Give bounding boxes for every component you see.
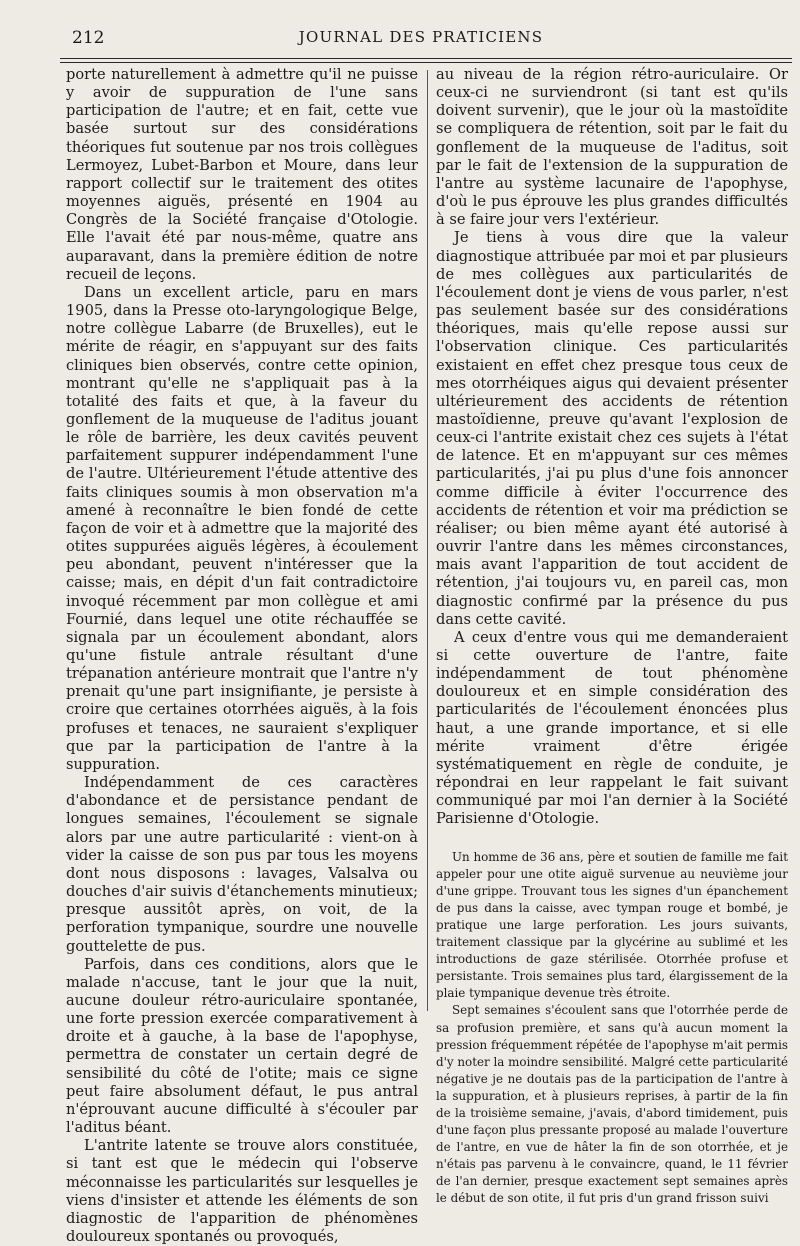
page-header [60,24,782,52]
case-paragraph: Un homme de 36 ans, père et soutien de famille me fait appeler pour une otite aiguë survenue au neuvième jour d'une grippe. Trouvant tous les signes d'un épanchement de pus dans la caisse, avec tympan rouge et bombé, je pratique une large perforation. Les jours suivants, traitement classique par la glycérine au sublimé et les introductions de gaze stérilisée. Otorrhée profuse et persistante. Trois semaines plus tard, élargissement de la plaie tympanique devenue très étroite. [436,849,788,1001]
paragraph: A ceux d'entre vous qui me demanderaient si cette ouverture de l'antre, faite indépendamment de tout phénomène douloureux et en simple considération des particularités de l'écoulement énoncées plus haut, a une grande importance, et si elle mérite vraiment d'être érigée systématiquement en règle de conduite, je répondrai en leur rappelant le fait suivant communiqué par moi l'an dernier à la Société Parisienne d'Otologie. [436,628,788,828]
left-column [66,66,418,1246]
paragraph: porte naturellement à admettre qu'il ne puisse y avoir de suppuration de l'une sans participation de l'autre; et en fait, cette vue basée surtout sur des considérations théoriques fut soutenue par nos trois collègues Lermoyez, Lubet-Barbon et Moure, dans leur rapport collectif sur le traitement des otites moyennes aiguës, présenté en 1904 au Congrès de la Société française d'Otologie. Elle l'avait été par nous-même, quatre ans auparavant, dans la première édition de notre recueil de leçons. [66,66,418,283]
header-rule-thin [60,62,792,63]
case-paragraph: Sept semaines s'écoulent sans que l'otorrhée perde de sa profusion première, et sans qu'à aucun moment la pression fréquemment répétée de l'apophyse m'ait permis d'y noter la moindre sensibilité. Malgré cette particularité négative je ne doutais pas de la participation de l'antre à la suppuration, et à plusieurs reprises, à partir de la fin de la troisième semaine, j'avais, d'abord timidement, puis d'une façon plus pressante proposé au malade l'ouverture de l'antre, en vue de hâter la fin de son otorrhée, et je n'étais pas parvenu à le convaincre, quand, le 11 février de l'an dernier, presque exactement sept semaines après le début de son otite, il fut pris d'un grand frisson suivi [436,1003,788,1206]
page-number: 212 [72,28,105,48]
right-column [436,66,788,1208]
paragraph: Je tiens à vous dire que la valeur diagnostique attribuée par moi et par plusieurs de mes collègues aux particularités de l'écoulement dont je viens de vous parler, n'est pas seulement basée sur des considérations théoriques, mais qu'elle repose aussi sur l'observation clinique. Ces particularités existaient en effet chez presque tous ceux de mes otorrhéiques aigus qui devaient présenter ultérieurement des accidents de rétention mastoïdienne, preuve qu'avant l'explosion de ceux-ci l'antrite existait chez ces sujets à l'état de latence. Et en m'appuyant sur ces mêmes particularités, j'ai pu plus d'une fois annoncer comme difficile à éviter l'occurrence des accidents de rétention et voir ma prédiction se réaliser; ou bien même ayant été autorisé à ouvrir l'antre dans les mêmes circonstances, mais avant l'apparition de tout accident de rétention, j'ai toujours vu, en pareil cas, mon diagnostic confirmé par la présence du pus dans cette cavité. [436,229,788,628]
paragraph: au niveau de la région rétro-auriculaire. Or ceux-ci ne surviendront (si tant est qu'ils doivent survenir), que le jour où la mastoïdite se compliquera de rétention, soit par le fait du gonflement de la muqueuse de l'aditus, soit par le fait de l'extension de la suppuration de l'antre au système lacunaire de l'apophyse, d'où le pus éprouve les plus grandes difficultés à se faire jour vers l'extérieur. [436,66,788,229]
case-report [436,849,788,1208]
paragraph: Dans un excellent article, paru en mars 1905, dans la Presse oto-laryngologique Belge, notre collègue Labarre (de Bruxelles), eut le mérite de réagir, en s'appuyant sur des faits cliniques bien observés, contre cette opinion, montrant qu'elle ne s'appliquait pas à la totalité des faits et que, à la faveur du gonflement de la muqueuse de l'aditus jouant le rôle de barrière, les deux cavités peuvent parfaitement suppurer indépendamment l'une de l'autre. Ultérieurement l'étude attentive des faits cliniques soumis à mon observation m'a amené à reconnaître le bien fondé de cette façon de voir et à admettre que la majorité des otites suppurées aiguës légères, à écoulement peu abondant, peuvent n'intéresser que la caisse; mais, en dépit d'un fait contradictoire invoqué récemment par mon collègue et ami Fournié, dans lequel une otite réchauffée se signala par un écoulement abondant, alors qu'une fistule antrale résultant d'une trépanation antérieure montrait que l'antre n'y prenait qu'une part insignifiante, je persiste à croire que certaines otorrhées aiguës, à la fois profuses et tenaces, ne sauraient s'expliquer que par la participation de l'antre à la suppuration. [66,283,418,773]
running-title: JOURNAL DES PRATICIENS [298,28,544,46]
paragraph: L'antrite latente se trouve alors constituée, si tant est que le médecin qui l'observe méconnaisse les particularités sur lesquelles je viens d'insister et attende les éléments de son diagnostic de l'apparition de phénomènes douloureux spontanés ou provoqués, [66,1137,418,1245]
column-divider [427,70,428,1011]
paragraph: Indépendamment de ces caractères d'abondance et de persistance pendant de longues semaines, l'écoulement se signale alors par une autre particularité : vient-on à vider la caisse de son pus par tous les moyens dont nous disposons : lavages, Valsalva ou douches d'air suivis d'étanchements minutieux; presque aussitôt après, on voit, de la perforation tympanique, sourdre une nouvelle gouttelette de pus. [66,774,418,955]
paragraph: Parfois, dans ces conditions, alors que le malade n'accuse, tant le jour que la nuit, aucune douleur rétro-auriculaire spontanée, une forte pression exercée comparativement à droite et à gauche, à la base de l'apophyse, permettra de constater un certain degré de sensibilité du côté de l'otite; mais ce signe peut faire absolument défaut, le pus antral n'éprouvant aucune difficulté à s'écouler par l'aditus béant. [66,955,418,1137]
header-rule [60,58,792,59]
